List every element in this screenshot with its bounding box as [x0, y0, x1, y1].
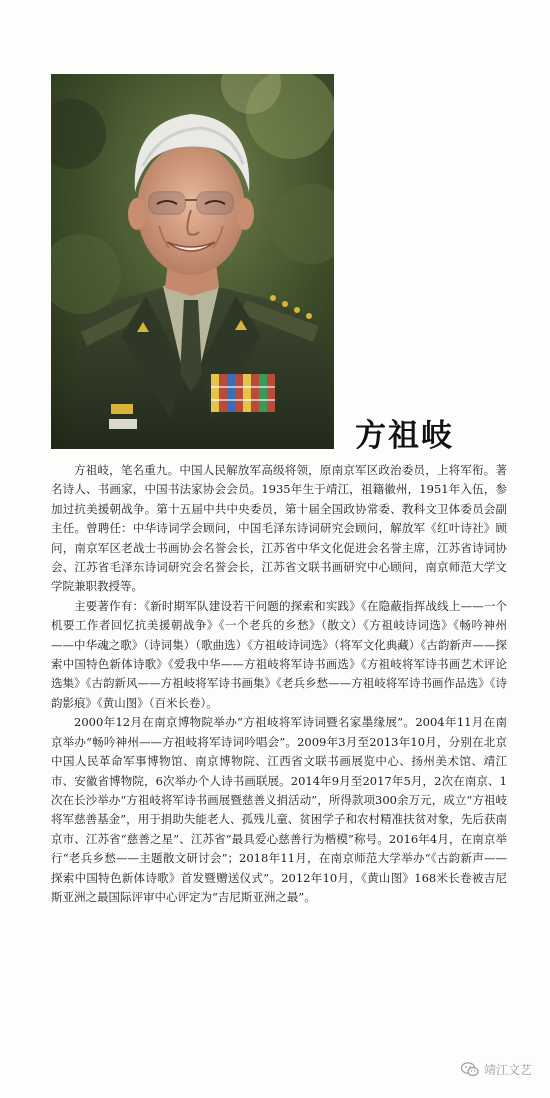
bio-paragraph-works: 主要著作有：《新时期军队建设若干问题的探索和实践》《在隐蔽指挥战线上——一个机要工作者回忆抗美援朝战争》《一个老兵的乡愁》（散文）《方祖岐诗词选》《畅吟神州——中华魂之歌》（诗词集）（歌曲选）《方祖岐诗词选》（将军文化典藏）《古韵新声——探索中国特色新体诗歌》《爱我中华——方祖岐将军诗书画选》《方祖岐将军诗书画艺术评论选集》《古韵新风——方祖岐将军诗书画集》《老兵乡愁——方祖岐将军诗书画作品选》《诗韵影痕》《黄山图》（百米长卷）。 — [51, 598, 507, 710]
person-name: 方祖岐 — [355, 418, 454, 454]
bio-paragraph-intro: 方祖岐，笔名重九。中国人民解放军高级将领，原南京军区政治委员，上将军衔。著名诗人、书画家，中国书法家协会会员。1935年生于靖江，祖籍徽州，1951年入伍，参加过抗美援朝战争。第十五届中共中央委员，第十届全国政协常委、教科文卫体委员会副主任。曾聘任：中华诗词学会顾问，中国毛泽东诗词研究会顾问，解放军《红叶诗社》顾问，南京军区老战士书画协会名誉会长，江苏省中华文化促进会名誉主席，江苏省诗词协会、江苏省毛泽东诗词研究会名誉会长，江苏省文联书画研究中心顾问，南京师范大学文学院兼职教授等。 — [51, 463, 507, 594]
wechat-icon — [461, 1062, 479, 1077]
watermark — [461, 1061, 532, 1078]
watermark-text: 靖江文艺 — [483, 1063, 532, 1077]
portrait-photo — [51, 74, 334, 449]
portrait-illustration — [51, 74, 334, 449]
biography — [51, 461, 507, 907]
bio-paragraph-exhibitions: 2000年12月在南京博物院举办“方祖岐将军诗词暨名家墨缘展”。2004年11月在南京举办“畅吟神州——方祖岐将军诗词吟唱会”。2009年3月至2013年10月，分别在北京中国人民革命军事博物馆、南京博物院、江西省文联书画展览中心、扬州美术馆、靖江市、安徽省博物院，6次举办个人诗书画联展。2014年9月至2017年5月，2次在南京、1次在长沙举办“方祖岐将军诗书画展暨慈善义捐活动”，所得款项300余万元，成立“方祖岐将军慈善基金”，用于捐助失能老人、孤残儿童、贫困学子和农村精准扶贫对象，先后获南京市、江苏省“慈善之星”、江苏省“最具爱心慈善行为楷模”称号。2016年4月，在南京举行“老兵乡愁——主题散文研讨会”；2018年11月，在南京师范大学举办“《古韵新声——探索中国特色新体诗歌》首发暨赠送仪式”。2012年10月，《黄山图》168米长卷被吉尼斯亚洲之最国际评审中心评定为“吉尼斯亚洲之最”。 — [51, 715, 507, 904]
